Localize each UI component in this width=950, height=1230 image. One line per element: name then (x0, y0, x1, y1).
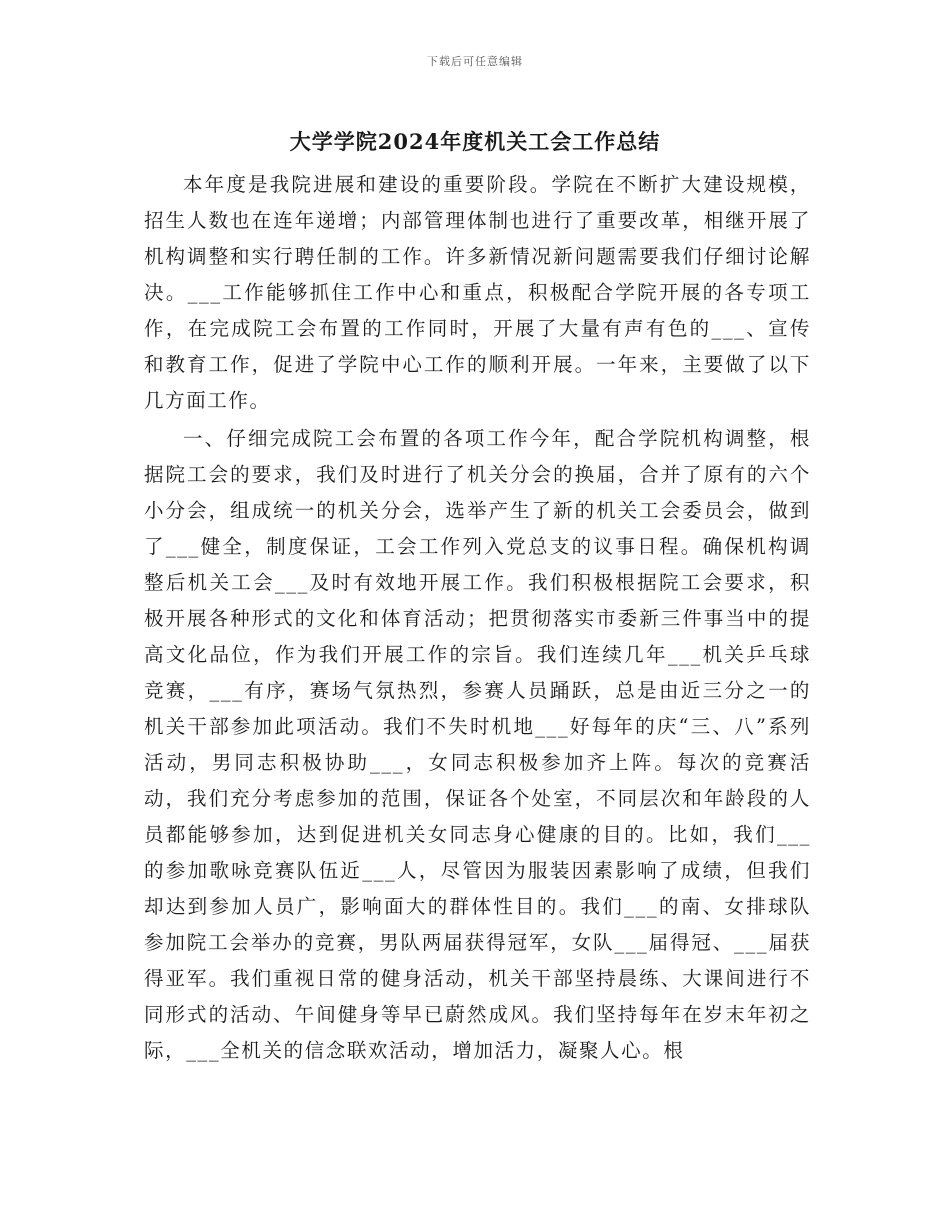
paragraph-section-1: 一、仔细完成院工会布置的各项工作今年，配合学院机构调整，根据院工会的要求，我们及时进行了机关分会的换届，合并了原有的六个小分会，组成统一的机关分会，选举产生了新的机关工会委员会，做到了___健全，制度保证，工会工作列入党总支的议事日程。确保机构调整后机关工会___及时有效地开展工作。我们积极根据院工会要求，积极开展各种形式的文化和体育活动；把贯彻落实市委新三件事当中的提高文化品位，作为我们开展工作的宗旨。我们连续几年___机关乒乓球竞赛，___有序，赛场气氛热烈，参赛人员踊跃，总是由近三分之一的机关干部参加此项活动。我们不失时机地___好每年的庆“三、八”系列活动，男同志积极协助___，女同志积极参加齐上阵。每次的竞赛活动，我们充分考虑参加的范围，保证各个处室，不同层次和年龄段的人员都能够参加，达到促进机关女同志身心健康的目的。比如，我们___的参加歌咏竞赛队伍近___人，尽管因为服装因素影响了成绩，但我们却达到参加人员广，影响面大的群体性目的。我们___的南、女排球队参加院工会举办的竞赛，男队两届获得冠军，女队___届得冠、___届获得亚军。我们重视日常的健身活动，机关干部坚持晨练、大课间进行不同形式的活动、午间健身等早已蔚然成风。我们坚持每年在岁末年初之际，___全机关的信念联欢活动，增加活力，凝聚人心。根 (144, 427, 811, 1062)
paragraph-intro: 本年度是我院进展和建设的重要阶段。学院在不断扩大建设规模，招生人数也在连年递增；内部管理体制也进行了重要改革，相继开展了机构调整和实行聘任制的工作。许多新情况新问题需要我们仔细讨论解决。___工作能够抓住工作中心和重点，积极配合学院开展的各专项工作，在完成院工会布置的工作同时，开展了大量有声有色的___、宣传和教育工作，促进了学院中心工作的顺利开展。一年来，主要做了以下几方面工作。 (144, 173, 811, 412)
document-body (144, 167, 811, 1069)
header-note: 下载后可任意编辑 (427, 55, 523, 68)
document-title: 大学学院2024年度机关工会工作总结 (289, 129, 661, 154)
